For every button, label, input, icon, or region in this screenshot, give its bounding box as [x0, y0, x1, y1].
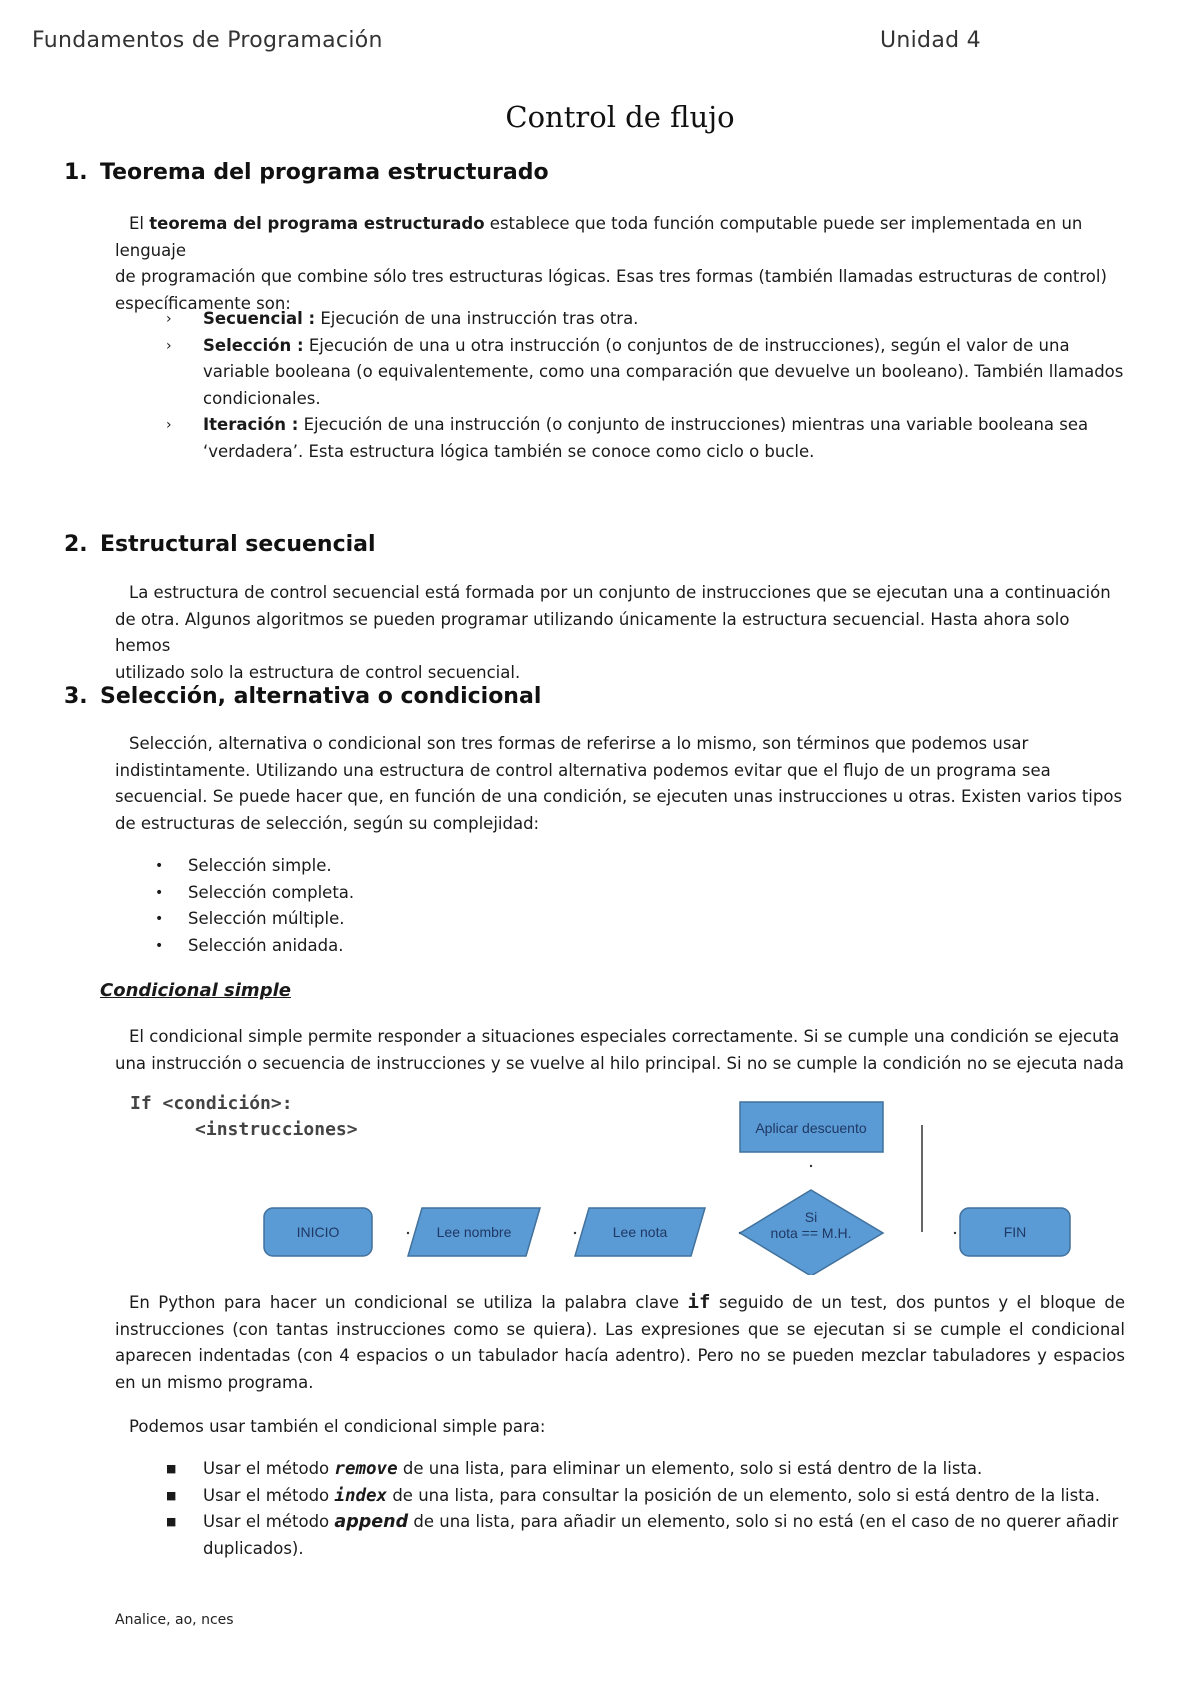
code-line-2: <instrucciones>: [130, 1119, 358, 1140]
item-desc: Ejecución de una u otra instrucción (o conjuntos de de instrucciones), según el valor de una variable booleana (o equivalentemente, como una comparación que devuelve un booleano). También llamados condicionales.: [203, 335, 1124, 408]
section-2-heading: [64, 532, 376, 557]
use-post: de una lista, para consultar la posición de un elemento, solo si está dentro de la lista.: [387, 1485, 1101, 1505]
python-text-1: En Python para hacer un condicional se utiliza la palabra clave: [129, 1293, 688, 1312]
list-item: [160, 333, 1130, 413]
use-method: append: [334, 1512, 409, 1532]
flow-connector-dot: [954, 1232, 956, 1234]
item-desc: Ejecución de una instrucción tras otra.: [315, 309, 639, 328]
document-title: Control de flujo: [505, 100, 735, 134]
flow-fin-label: FIN: [1003, 1224, 1027, 1240]
item-text: Selección completa.: [188, 882, 355, 902]
section-1-number: 1.: [64, 160, 88, 185]
flow-lee-nombre-label: Lee nombre: [436, 1224, 512, 1240]
section-3-heading: [64, 684, 541, 709]
section-2-title: Estructural secuencial: [100, 532, 376, 557]
s1-line2: de programación que combine sólo tres estructuras lógicas. Esas tres formas (también llamadas estructuras de control): [115, 267, 1107, 286]
list-item: [160, 1509, 1130, 1562]
flow-descuento-label: Aplicar descuento: [755, 1120, 867, 1136]
list-item: [150, 906, 1050, 933]
footer-text: Analice, ao, nces: [115, 1612, 234, 1628]
list-item: [150, 853, 1050, 880]
section-3-title: Selección, alternativa o condicional: [100, 684, 542, 709]
simple-line2: una instrucción o secuencia de instrucciones y se vuelve al hilo principal. Si no se cumple la condición no se ejecuta nada: [115, 1053, 1124, 1073]
s3-line3: secuencial. Se puede hacer que, en función de una condición, se ejecuten unas instrucciones u otras. Existen varios tipos: [115, 787, 1123, 806]
uses-intro-text: Podemos usar también el condicional simple para:: [129, 1417, 546, 1436]
s1-line3: específicamente son:: [115, 293, 291, 313]
list-item: [150, 880, 1050, 907]
item-desc: Ejecución de una instrucción (o conjunto de instrucciones) mientras una variable booleana sea ‘verdadera’. Esta estructura lógica también se conoce como ciclo o bucle.: [203, 415, 1089, 461]
section-1-paragraph: [115, 211, 1125, 317]
bullet-icon: •: [155, 858, 164, 874]
bullet-icon: •: [155, 884, 164, 901]
section-1-title: Teorema del programa estructurado: [100, 160, 549, 185]
bullet-icon: •: [155, 937, 164, 954]
use-post: de una lista, para eliminar un elemento, solo si está dentro de la lista.: [397, 1459, 983, 1478]
flow-inicio-label: INICIO: [296, 1224, 340, 1240]
control-structures-list: [160, 306, 1130, 465]
use-pre: Usar el método: [203, 1459, 335, 1478]
chevron-right-icon: ›: [166, 417, 172, 433]
square-bullet-icon: ■: [166, 1488, 177, 1502]
simple-paragraph: [115, 1024, 1125, 1077]
selection-types-list: [150, 853, 1050, 959]
list-item: [160, 1483, 1130, 1510]
item-term: Secuencial :: [203, 309, 316, 328]
square-bullet-icon: ■: [166, 1462, 177, 1475]
uses-intro: [115, 1414, 1125, 1441]
use-method: index: [334, 1485, 388, 1506]
section-3-number: 3.: [64, 684, 88, 709]
subsection-heading: Condicional simple: [100, 980, 291, 1001]
item-term: Iteración :: [203, 415, 299, 434]
list-item: [160, 1456, 1130, 1483]
section-2-paragraph: [115, 580, 1125, 686]
python-text-2: seguido de un test, dos puntos y el bloque de instrucciones (con tantas instrucciones como se quiera). Las expresiones que se ejecutan si se cumple el condicional aparecen indentadas (con 4 espacios o un tabulador hacía adentro). Pero no se pueden mezclar tabuladores y espacios en un mismo programa.: [115, 1293, 1126, 1392]
list-item: [150, 933, 1050, 960]
flow-connector-dot: [407, 1232, 409, 1234]
item-text: Selección simple.: [188, 856, 332, 875]
s1-rest: establece que toda función computable puede ser implementada en un lenguaje: [115, 214, 1083, 260]
use-method: remove: [334, 1459, 398, 1479]
square-bullet-icon: ■: [166, 1515, 177, 1528]
s1-bold-term: teorema del programa estructurado: [149, 214, 485, 233]
s3-line4: de estructuras de selección, según su complejidad:: [115, 813, 540, 833]
python-paragraph: [115, 1289, 1125, 1396]
s2-line3: utilizado solo la estructura de control secuencial.: [115, 662, 521, 682]
flow-condition-top: Si: [804, 1209, 818, 1225]
s3-line1: Selección, alternativa o condicional son tres formas de referirse a lo mismo, son términos que podemos usar: [129, 734, 1029, 753]
item-term: Selección :: [203, 335, 304, 355]
list-item: [160, 412, 1130, 465]
flow-lee-nota-label: Lee nota: [612, 1224, 668, 1240]
s1-lead: El: [129, 214, 150, 233]
section-3-paragraph: [115, 731, 1125, 837]
code-line-1: If <condición>:: [130, 1093, 293, 1114]
list-item: [160, 306, 1130, 333]
header-unit: Unidad 4: [880, 28, 981, 53]
flow-condition-bottom: nota == M.H.: [770, 1225, 852, 1241]
item-text: Selección anidada.: [188, 935, 344, 955]
s2-line1: La estructura de control secuencial está formada por un conjunto de instrucciones que se ejecutan una a continuación: [129, 583, 1111, 602]
flow-connector-dot: [810, 1165, 812, 1167]
header-course: Fundamentos de Programación: [32, 28, 383, 53]
section-2-number: 2.: [64, 532, 88, 557]
use-pre: Usar el método: [203, 1485, 335, 1505]
flow-connector-dot: [574, 1232, 576, 1234]
flowchart: [0, 1090, 1200, 1275]
chevron-right-icon: ›: [166, 337, 172, 354]
item-text: Selección múltiple.: [188, 909, 345, 928]
chevron-right-icon: ›: [166, 311, 172, 327]
uses-list: [160, 1456, 1130, 1562]
simple-line1: El condicional simple permite responder a situaciones especiales correctamente. Si se cumple una condición se ejecuta: [129, 1027, 1120, 1046]
s2-line2: de otra. Algunos algoritmos se pueden programar utilizando únicamente la estructura secuencial. Hasta ahora solo hemos: [115, 609, 1070, 655]
bullet-icon: •: [155, 911, 164, 927]
s3-line2: indistintamente. Utilizando una estructura de control alternativa podemos evitar que el flujo de un programa sea: [115, 760, 1051, 780]
use-post: de una lista, para añadir un elemento, solo si no está (en el caso de no querer añadir duplicados).: [203, 1512, 1119, 1558]
use-pre: Usar el método: [203, 1512, 335, 1531]
section-1-heading: [64, 160, 549, 185]
python-keyword: if: [687, 1291, 711, 1313]
